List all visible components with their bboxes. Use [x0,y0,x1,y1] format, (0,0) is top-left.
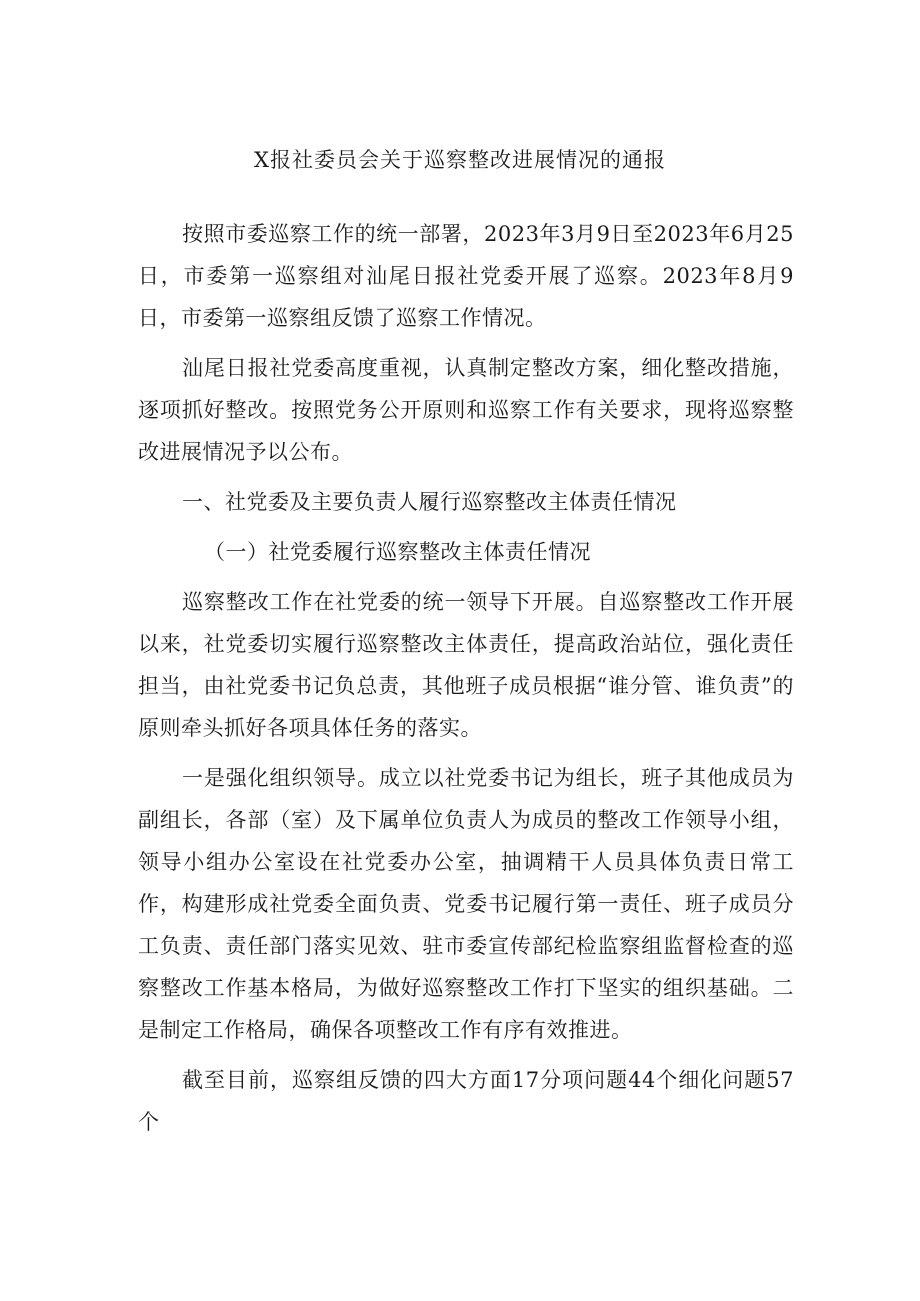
paragraph-organization: 一是强化组织领导。成立以社党委书记为组长，班子其他成员为副组长，各部（室）及下属单位负责人为成员的整改工作领导小组，领导小组办公室设在社党委办公室，抽调精干人员具体负责日常工作，构建形成社党委全面负责、党委书记履行第一责任、班子成员分工负责、责任部门落实见效、驻市委宣传部纪检监察组监督检查的巡察整改工作基本格局，为做好巡察整改工作打下坚实的组织基础。二是制定工作格局，确保各项整改工作有序有效推进。 [138,766,794,1042]
paragraph-overview: 汕尾日报社党委高度重视，认真制定整改方案，细化整改措施，逐项抓好整改。按照党务公开原则和巡察工作有关要求，现将巡察整改进展情况予以公布。 [138,356,794,464]
paragraph-progress: 截至目前，巡察组反馈的四大方面17分项问题44个细化问题57个 [138,1068,794,1134]
paragraph-responsibility: 巡察整改工作在社党委的统一领导下开展。自巡察整改工作开展以来，社党委切实履行巡察整改主体责任，提高政治站位，强化责任担当，由社党委书记负总责，其他班子成员根据“谁分管、谁负责”的原则牵头抓好各项具体任务的落实。 [138,590,794,740]
document-title: X报社委员会关于巡察整改进展情况的通报 [254,148,666,172]
document-body [138,213,794,1151]
paragraph-intro: 按照市委巡察工作的统一部署，2023年3月9日至2023年6月25日，市委第一巡察组对汕尾日报社党委开展了巡察。2023年8月9日，市委第一巡察组反馈了巡察工作情况。 [138,222,794,330]
section-heading-1: 一、社党委及主要负责人履行巡察整改主体责任情况 [182,490,677,514]
subsection-heading-1: （一）社党委履行巡察整改主体责任情况 [204,540,591,564]
